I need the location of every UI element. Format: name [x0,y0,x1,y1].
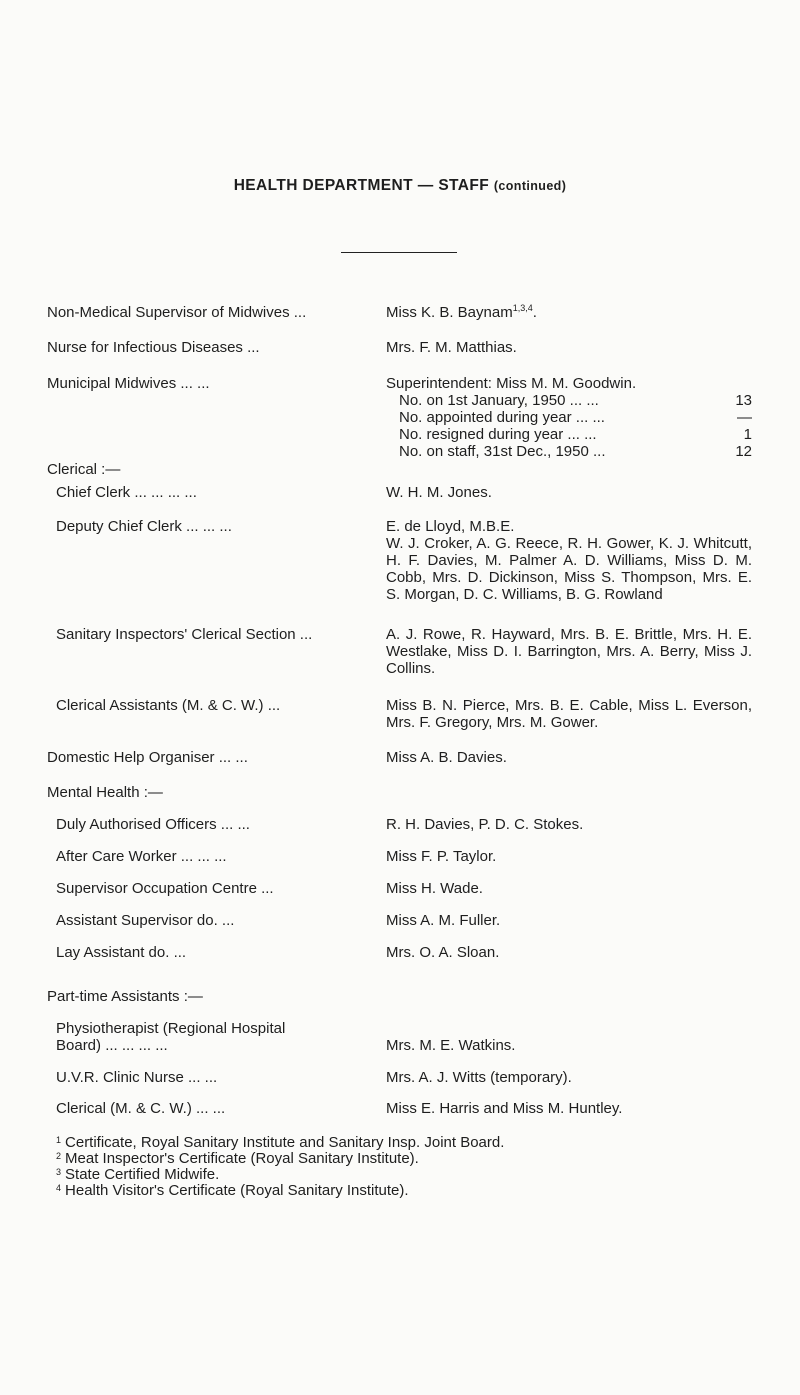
row-value: Mrs. M. E. Watkins. [386,1037,516,1054]
title-divider [341,252,457,253]
count-line [399,409,752,426]
label-line: Board) ... ... ... ... [56,1037,168,1054]
row-value: Miss B. N. Pierce, Mrs. B. E. Cable, Miss L. Everson, Mrs. F. Gregory, Mrs. M. Gower. [386,697,752,731]
footnote-mark: 1 [56,1135,62,1145]
row-value: Miss E. Harris and Miss M. Huntley. [386,1100,623,1117]
row-label: After Care Worker ... ... ... [56,848,227,865]
count-label: No. resigned during year ... ... [399,426,597,443]
clerk-names: W. J. Croker, A. G. Reece, R. H. Gower, K. J. Whitcutt, H. F. Davies, M. Palmer A. D. Williams, Miss D. M. Cobb, Mrs. D. Dickinson, Miss S. Thompson, Mrs. E. S. Morgan, D. C. Williams, B. G. Rowland [386,535,752,603]
row-value: A. J. Rowe, R. Hayward, Mrs. B. E. Brittle, Mrs. H. E. Westlake, Miss D. I. Barrington, Mrs. A. Berry, Miss J. Collins. [386,626,752,677]
row-label: Municipal Midwives ... ... [47,375,210,392]
count-label: No. appointed during year ... ... [399,409,605,426]
count-value: — [737,409,752,426]
footnotes [56,1135,756,1199]
footnote-text: Certificate, Royal Sanitary Institute and Sanitary Insp. Joint Board. [65,1134,505,1151]
footnote-mark: 4 [56,1183,62,1193]
row-label: Clerical (M. & C. W.) ... ... [56,1100,226,1117]
person-name: Miss K. B. Baynam [386,304,513,321]
label-line: Physiotherapist (Regional Hospital [56,1020,286,1037]
footnote-mark: 2 [56,1151,62,1161]
count-line [399,426,752,443]
row-label: U.V.R. Clinic Nurse ... ... [56,1069,218,1086]
row-value: Mrs. O. A. Sloan. [386,944,500,961]
row-label: Non-Medical Supervisor of Midwives ... [47,304,307,321]
row-label: Supervisor Occupation Centre ... [56,880,274,897]
section-label: Clerical :— [47,461,121,478]
page-title [0,177,800,195]
row-label: Deputy Chief Clerk ... ... ... [56,518,232,535]
row-value [386,375,752,460]
count-line [399,443,752,460]
footnote [56,1135,756,1151]
title-text: HEALTH DEPARTMENT — STAFF [233,177,490,194]
superintendent-line: Superintendent: Miss M. M. Goodwin. [386,375,637,392]
row-label: Nurse for Infectious Diseases ... [47,339,260,356]
row-label: Sanitary Inspectors' Clerical Section ... [56,626,313,643]
row-label: Chief Clerk ... ... ... ... [56,484,197,501]
row-value: Miss A. B. Davies. [386,749,507,766]
footnote [56,1151,756,1167]
row-value: R. H. Davies, P. D. C. Stokes. [386,816,584,833]
deputy-name: E. de Lloyd, M.B.E. [386,518,515,535]
row-value: W. H. M. Jones. [386,484,492,501]
row-label: Duly Authorised Officers ... ... [56,816,250,833]
footnote [56,1167,756,1183]
row-label: Clerical Assistants (M. & C. W.) ... [56,697,281,714]
footnote-text: State Certified Midwife. [65,1166,220,1183]
count-value: 13 [735,392,752,409]
title-continued: (continued) [493,179,567,193]
count-value: 1 [743,426,752,443]
footnote-ref: 1,3,4 [512,303,533,313]
footnote-text: Health Visitor's Certificate (Royal Sanitary Institute). [65,1182,409,1199]
count-line [399,392,752,409]
row-value: Mrs. F. M. Matthias. [386,339,517,356]
row-value: Miss H. Wade. [386,880,483,897]
value-suffix: . [532,304,537,321]
count-label: No. on staff, 31st Dec., 1950 ... [399,443,606,460]
footnote-text: Meat Inspector's Certificate (Royal Sanitary Institute). [65,1150,419,1167]
row-value [386,518,752,603]
footnote [56,1183,756,1199]
count-value: 12 [735,443,752,460]
row-value [386,304,752,321]
section-label: Part-time Assistants :— [47,988,203,1005]
count-label: No. on 1st January, 1950 ... ... [399,392,599,409]
row-value: Miss F. P. Taylor. [386,848,497,865]
row-value: Miss A. M. Fuller. [386,912,501,929]
section-label: Mental Health :— [47,784,163,801]
row-value: Mrs. A. J. Witts (temporary). [386,1069,572,1086]
footnote-mark: 3 [56,1167,62,1177]
row-label [56,1020,366,1054]
row-label: Domestic Help Organiser ... ... [47,749,248,766]
row-label: Assistant Supervisor do. ... [56,912,235,929]
row-label: Lay Assistant do. ... [56,944,187,961]
